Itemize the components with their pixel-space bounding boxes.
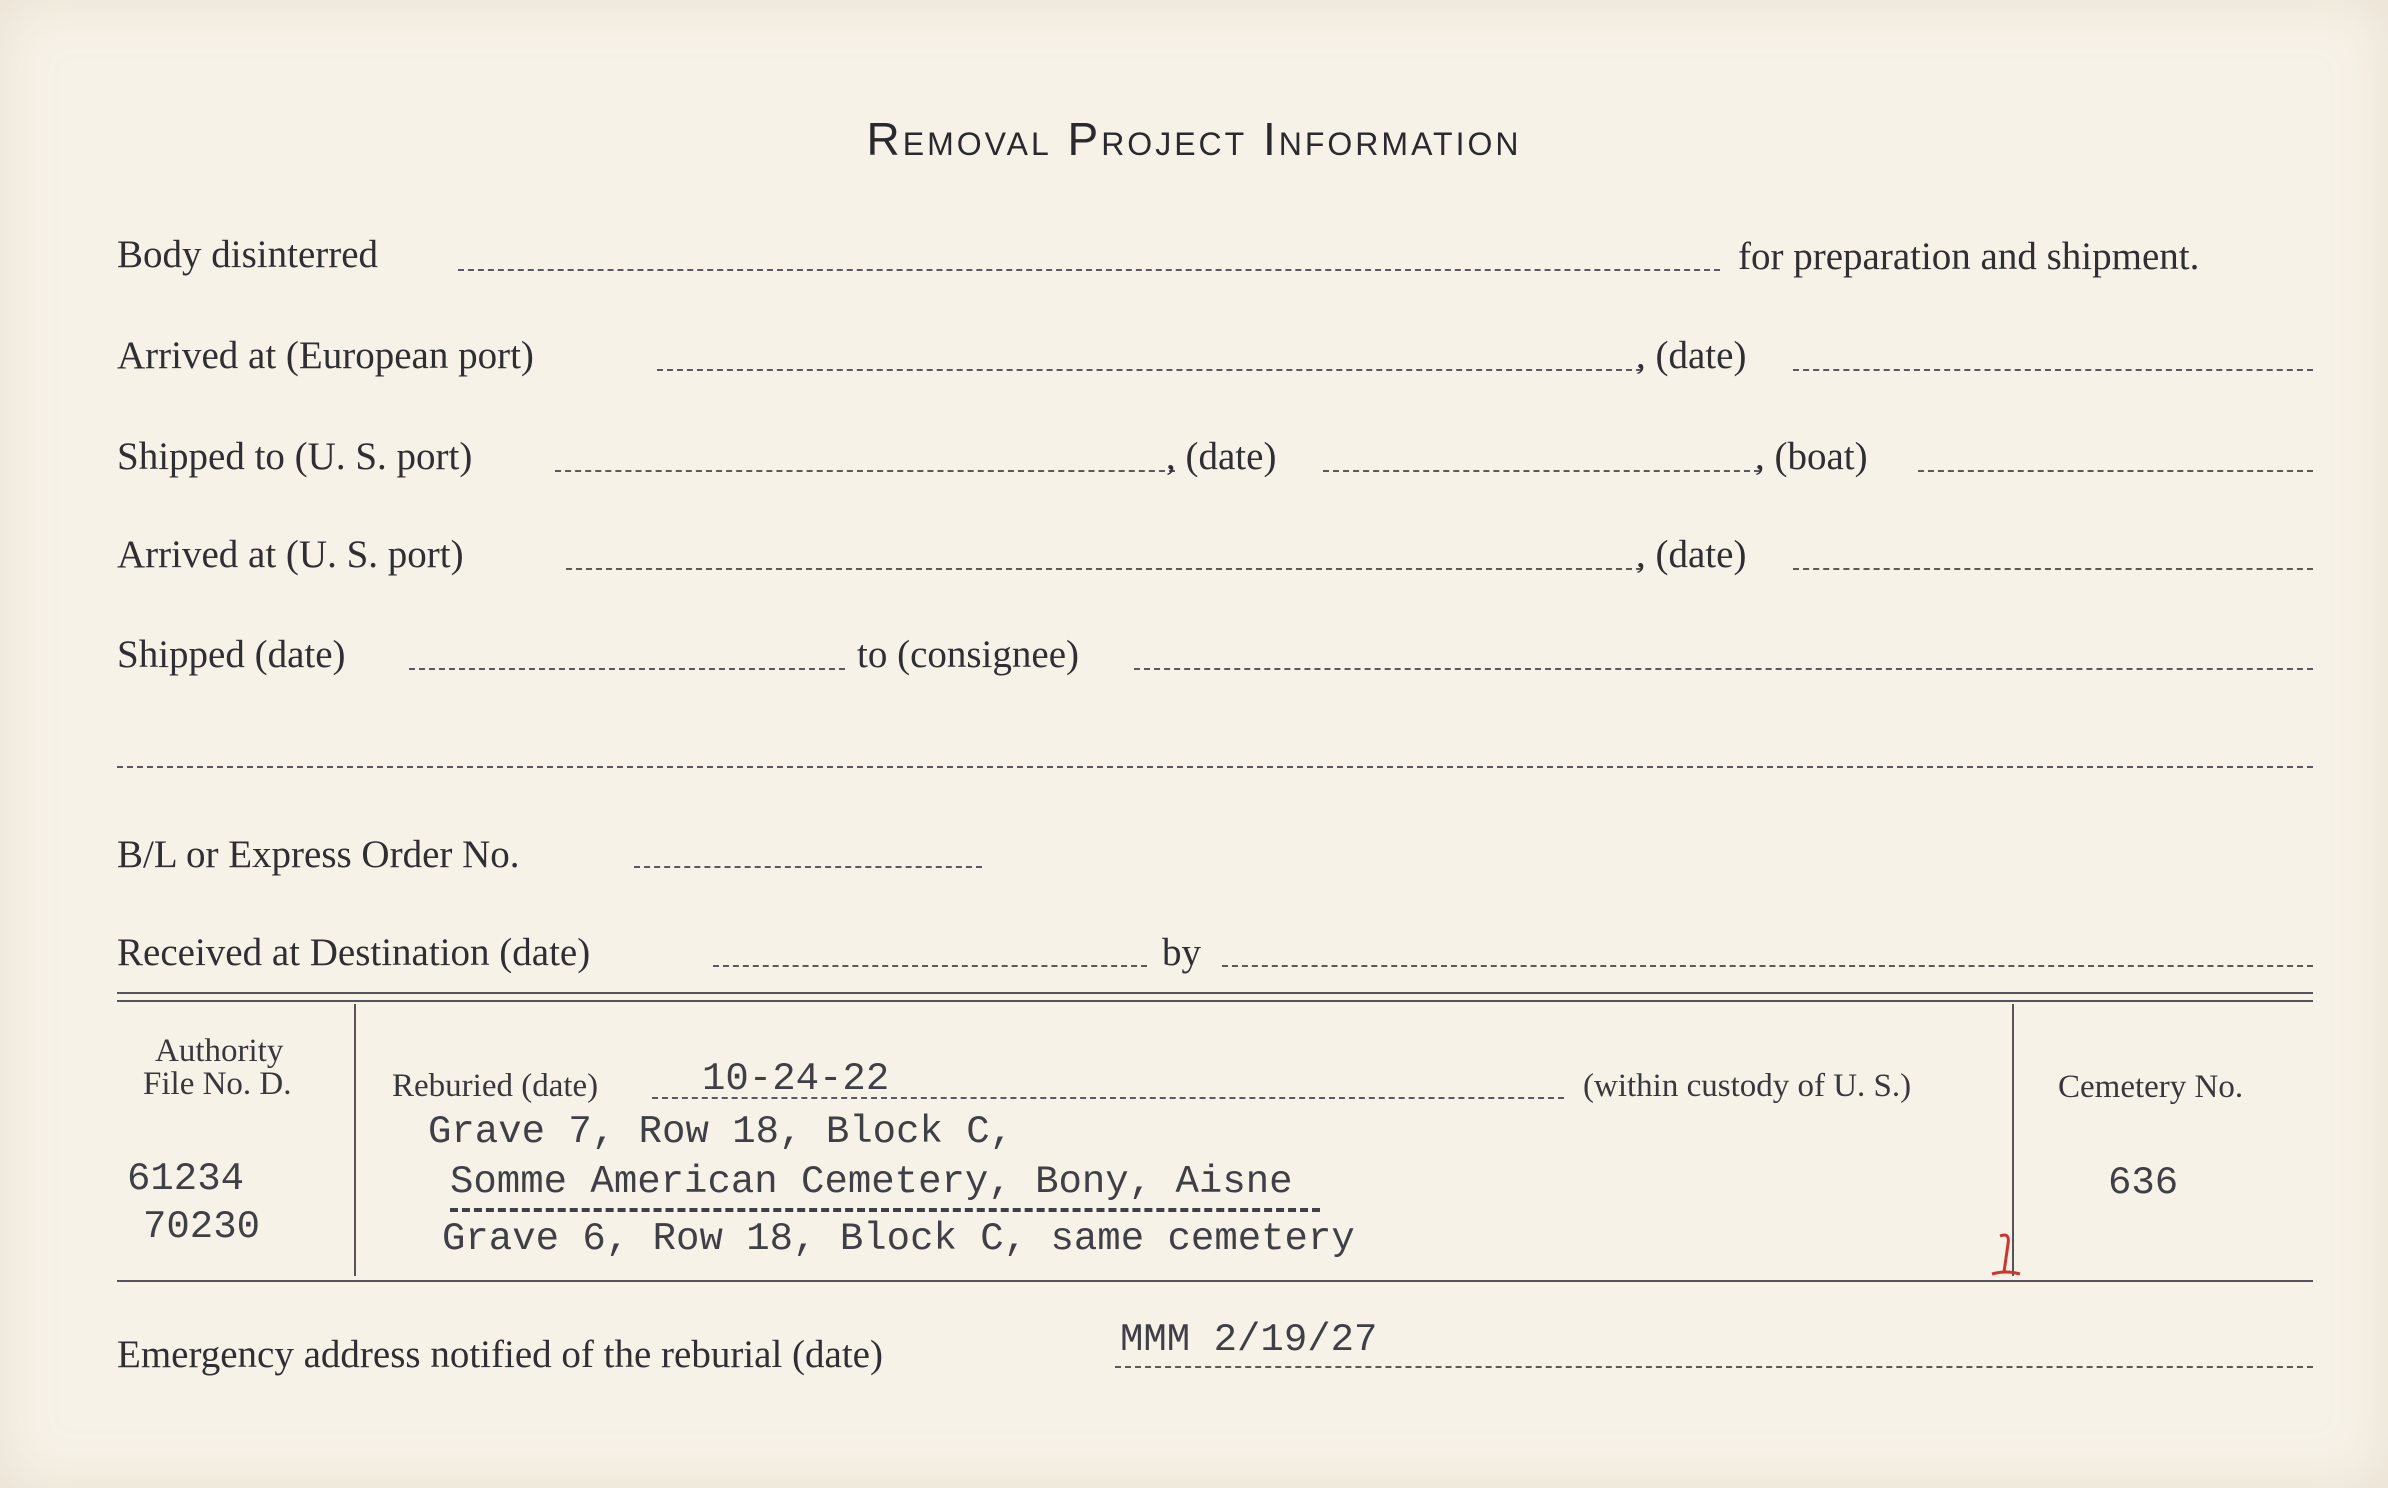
field-emergency-date: [1115, 1366, 2313, 1368]
grave-line-3: Grave 6, Row 18, Block C, same cemetery: [442, 1217, 1355, 1261]
table-top-rule-1: [117, 992, 2313, 994]
file-number-1: 61234: [127, 1157, 245, 1201]
grave-line-1: Grave 7, Row 18, Block C,: [428, 1110, 1014, 1154]
field-received-by: [1222, 965, 2313, 967]
table-divider-left: [354, 1004, 356, 1276]
field-shipped-date: [409, 668, 845, 670]
table-bottom-rule: [117, 1280, 2313, 1282]
field-body-disinterred: [458, 269, 1720, 271]
file-number-2: 70230: [143, 1205, 261, 1249]
field-consignee-continued: [117, 766, 2313, 768]
emergency-date-value: MMM 2/19/27: [1120, 1318, 1378, 1362]
label-arrived-european-port: Arrived at (European port): [117, 334, 534, 377]
label-shipped-date: Shipped (date): [117, 633, 346, 676]
table-top-rule-2: [117, 1000, 2313, 1002]
field-received-date: [713, 965, 1147, 967]
field-consignee: [1134, 668, 2313, 670]
field-bl-order: [634, 866, 982, 868]
label-cemetery-no: Cemetery No.: [2058, 1069, 2244, 1105]
label-for-preparation: for preparation and shipment.: [1738, 235, 2200, 278]
label-to-consignee: to (consignee): [857, 633, 1080, 676]
label-bl-order: B/L or Express Order No.: [117, 833, 520, 876]
label-by: by: [1162, 931, 1201, 974]
label-boat: , (boat): [1755, 435, 1868, 478]
label-custody: (within custody of U. S.): [1583, 1068, 1912, 1104]
field-date-2: [1323, 470, 1760, 472]
field-boat: [1918, 470, 2313, 472]
red-mark-icon: [1986, 1228, 2026, 1280]
label-arrived-us-port: Arrived at (U. S. port): [117, 533, 464, 576]
reburied-date-value: 10-24-22: [702, 1057, 890, 1101]
label-shipped-us-port: Shipped to (U. S. port): [117, 435, 473, 478]
label-date-2: , (date): [1166, 435, 1277, 478]
field-us-port: [555, 470, 1175, 472]
label-emergency-address: Emergency address notified of the reburial (date): [117, 1333, 883, 1376]
field-date-3: [1793, 568, 2313, 570]
label-body-disinterred: Body disinterred: [117, 233, 379, 276]
field-arrived-us-port: [566, 568, 1642, 570]
label-authority: Authority: [155, 1033, 284, 1069]
label-date-1: , (date): [1636, 334, 1747, 377]
field-european-port: [657, 369, 1642, 371]
label-received-destination: Received at Destination (date): [117, 931, 591, 974]
grave-line-2: Somme American Cemetery, Bony, Aisne: [450, 1160, 1293, 1204]
label-file-no: File No. D.: [143, 1066, 292, 1102]
grave-line-2-underline: [450, 1208, 1320, 1212]
red-check-mark: [1986, 1228, 2026, 1292]
card-title: Removal Project Information: [866, 113, 1522, 165]
cemetery-number: 636: [2108, 1161, 2179, 1205]
field-date-1: [1793, 369, 2313, 371]
label-date-3: , (date): [1636, 533, 1747, 576]
label-reburied-date: Reburied (date): [392, 1068, 599, 1104]
